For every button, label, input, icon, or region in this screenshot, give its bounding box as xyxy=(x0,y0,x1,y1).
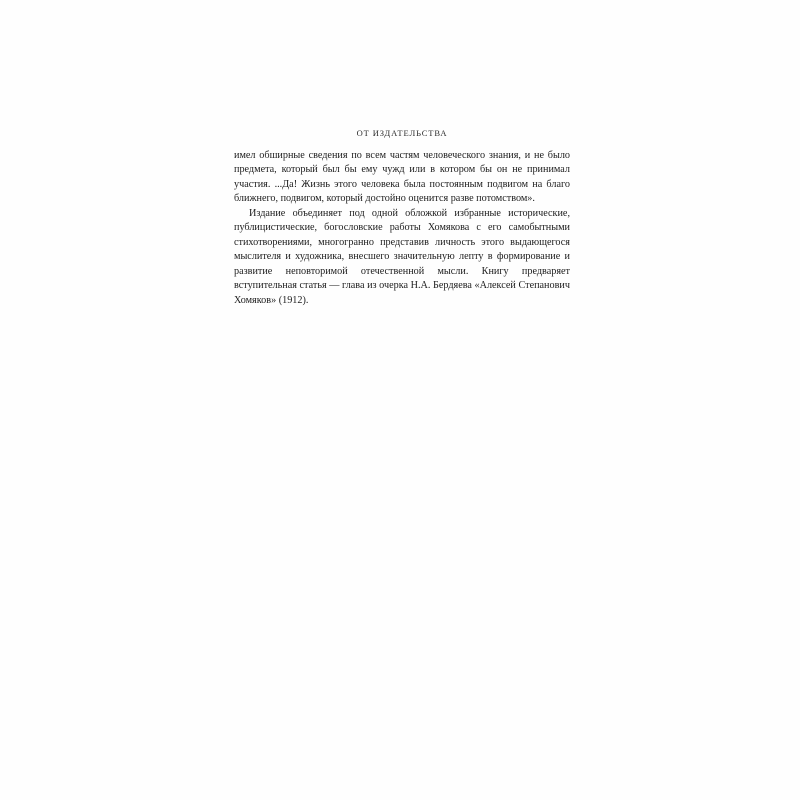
body-text xyxy=(234,149,570,308)
paragraph-1: имел обширные сведения по всем частям человеческого знания, и не было предмета, который был бы ему чужд или в котором бы он не принимал участия. ...Да! Жизнь этого человека была постоянным подвигом на благо ближнего, подвигом, который достойно оценится разве потомством». xyxy=(234,150,570,205)
paragraph-2: Издание объединяет под одной обложкой избранные исторические, публицистические, богословские работы Хомякова с его самобытными стихотворениями, многогранно представив личность этого выдающегося мыслителя и художника, внесшего значительную лепту в формирование и развитие неповторимой отечественной мысли. Книгу предваряет вступительная статья — глава из очерка Н.А. Бердяева «Алексей Степанович Хомяков» (1912). xyxy=(234,207,570,306)
running-head: ОТ ИЗДАТЕЛЬСТВА xyxy=(356,128,448,138)
text-block xyxy=(234,128,570,308)
